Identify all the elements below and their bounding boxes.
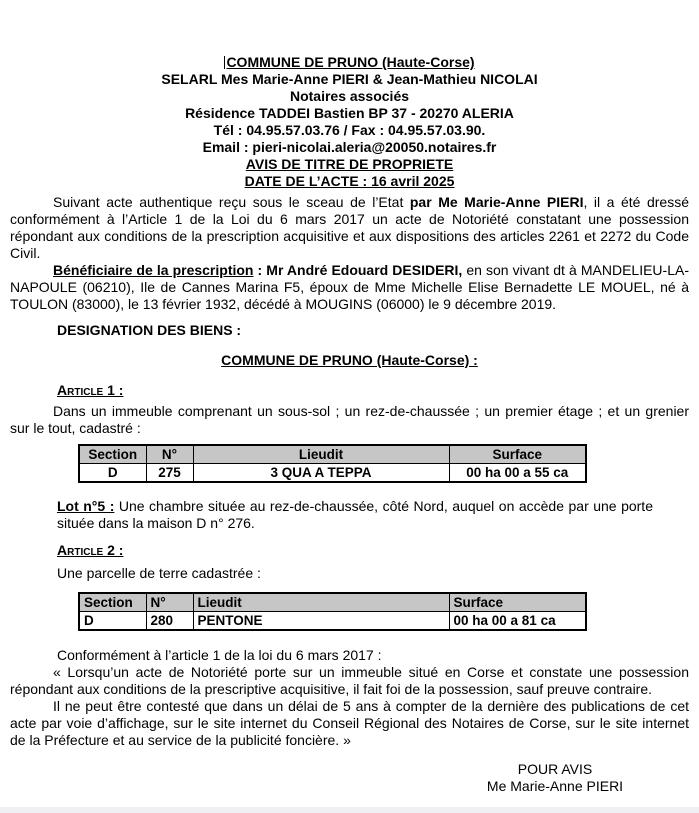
col-header-num: N° <box>146 445 193 464</box>
cadastre-table-article1 <box>78 444 587 483</box>
beneficiary-paragraph: Bénéficiaire de la prescription : Mr André Edouard DESIDERI, en son vivant dt à MANDELIEU-LA-NAPOULE (06210), Ile de Cannes Marina F5, époux de Mme Michelle Elise Bernadette LE MOUEL, né à TOULON (83000), le 13 février 1932, décédé à MOUGINS (06000) le 9 décembre 2019. <box>10 262 689 312</box>
article1-heading: Article 1 : <box>57 382 124 398</box>
phone-fax-line: Tél : 04.95.57.03.76 / Fax : 04.95.57.03.90. <box>213 122 486 138</box>
lot5-paragraph: Lot n°5 : Une chambre située au rez-de-chaussée, côté Nord, auquel on accède par une porte située dans la maison D n° 276. <box>57 498 653 531</box>
page-bottom-edge <box>0 807 699 813</box>
notice-title: AVIS DE TITRE DE PROPRIETE <box>245 156 454 172</box>
article1-intro: Dans un immeuble comprenant un sous-sol ; un rez-de-chaussée ; un premier étage ; et un grenier sur le tout, cadastré : <box>10 403 689 436</box>
col-header-surface: Surface <box>449 593 586 612</box>
office-subtitle: Notaires associés <box>289 88 410 104</box>
table-row <box>79 464 586 483</box>
table-header-row <box>79 593 586 612</box>
article2-intro: Une parcelle de terre cadastrée : <box>57 565 261 581</box>
table-header-row <box>79 445 586 464</box>
lot5-label: Lot n°5 : <box>57 498 115 514</box>
legal-quote-1: « Lorsqu’un acte de Notoriété porte sur un immeuble situé en Corse et constate une possession répondant aux conditions de la prescriptive acquisitive, il fait foi de la possession, sauf preuve contraire. <box>10 664 689 697</box>
cell-lieudit: PENTONE <box>193 612 449 631</box>
col-header-num: N° <box>146 593 193 612</box>
cell-surface: 00 ha 00 a 81 ca <box>449 612 586 631</box>
col-header-section: Section <box>79 593 146 612</box>
commune-section-heading: COMMUNE DE PRUNO (Haute-Corse) : <box>221 352 478 368</box>
cell-section: D <box>79 464 146 483</box>
signature-block <box>475 761 635 795</box>
cell-section: D <box>79 612 146 631</box>
cell-lieudit: 3 QUA A TEPPA <box>193 464 449 483</box>
intro-paragraph: Suivant acte authentique reçu sous le sceau de l’Etat par Me Marie-Anne PIERI, il a été dressé conformément à l’Article 1 de la Loi du 6 mars 2017 un acte de Notoriété constatant une possession répondant aux conditions de la prescription acquisitive et aux dispositions des articles 2261 et 2272 du Code Civil. <box>10 194 689 261</box>
beneficiary-label: Bénéficiaire de la prescription <box>53 262 254 278</box>
article2-heading: Article 2 : <box>57 542 124 558</box>
cadastre-table-article2 <box>78 592 587 631</box>
commune-title: COMMUNE DE PRUNO (Haute-Corse) <box>226 54 475 70</box>
legal-intro: Conformément à l’article 1 de la loi du 6 mars 2017 : <box>57 647 382 663</box>
col-header-lieudit: Lieudit <box>193 445 449 464</box>
beneficiary-name: Mr André Edouard DESIDERI, <box>266 262 463 278</box>
email-line: Email : pieri-nicolai.aleria@20050.notaires.fr <box>202 139 497 155</box>
table-row <box>79 612 586 631</box>
office-name: SELARL Mes Marie-Anne PIERI & Jean-Mathieu NICOLAI <box>161 71 538 87</box>
office-address: Résidence TADDEI Bastien BP 37 - 20270 ALERIA <box>185 105 514 121</box>
designation-heading: DESIGNATION DES BIENS : <box>57 322 242 338</box>
notary-name: par Me Marie-Anne PIERI <box>409 194 584 210</box>
col-header-section: Section <box>79 445 146 464</box>
col-header-surface: Surface <box>449 445 586 464</box>
col-header-lieudit: Lieudit <box>193 593 449 612</box>
signature-pour-avis: POUR AVIS <box>517 761 593 777</box>
cell-surface: 00 ha 00 a 55 ca <box>449 464 586 483</box>
cell-num: 280 <box>146 612 193 631</box>
signature-notary: Me Marie-Anne PIERI <box>486 778 624 794</box>
legal-quote-2: Il ne peut être contesté que dans un délai de 5 ans à compter de la dernière des publications de cet acte par voie d’affichage, sur le site internet du Conseil Régional des Notaires de Corse, sur le site internet de la Préfecture et au service de la publicité foncière. » <box>10 698 689 748</box>
commune-title-line <box>10 54 689 71</box>
act-date: DATE DE L’ACTE : 16 avril 2025 <box>244 173 455 189</box>
cell-num: 275 <box>146 464 193 483</box>
